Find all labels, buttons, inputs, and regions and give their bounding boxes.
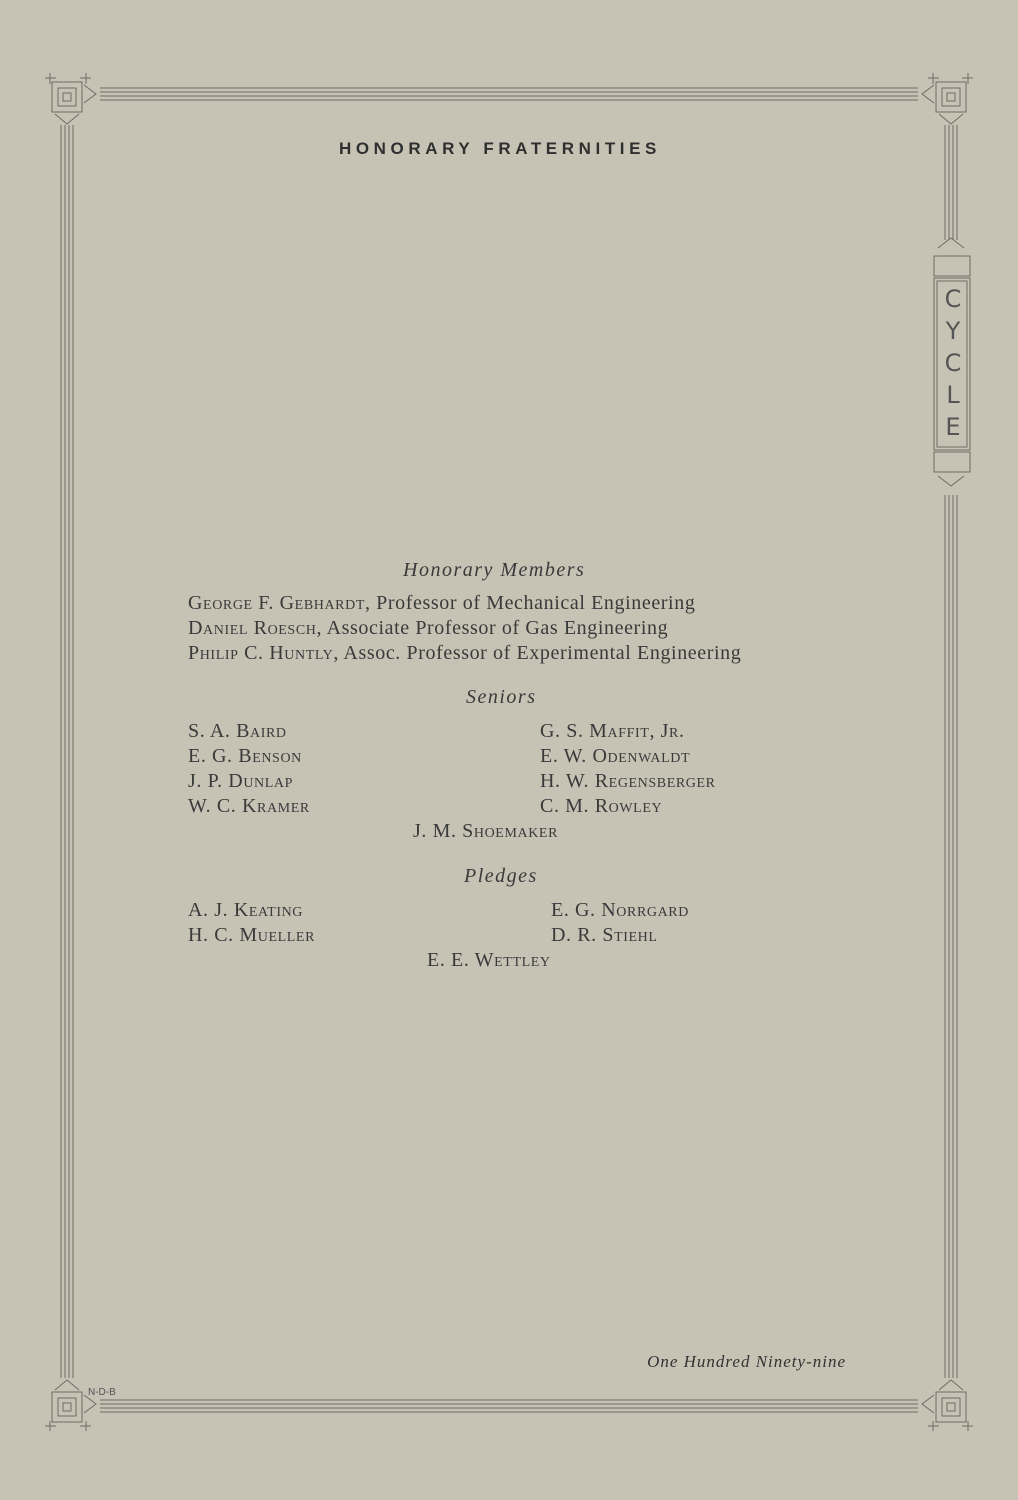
honorary-member: [188, 592, 695, 615]
member-title: , Assoc. Professor of Experimental Engineering: [333, 642, 742, 664]
senior-name: W. C. Kramer: [188, 795, 310, 817]
honorary-member: [188, 642, 741, 665]
pledge-name: D. R. Stiehl: [551, 924, 658, 946]
seniors-title: Seniors: [466, 686, 537, 708]
member-name: Philip C. Huntly: [188, 642, 334, 664]
pledges-title: Pledges: [464, 865, 538, 887]
badge-letter: L: [946, 381, 960, 409]
member-title: , Professor of Mechanical Engineering: [364, 592, 696, 614]
badge-letter: E: [945, 413, 961, 441]
senior-name: J. M. Shoemaker: [413, 820, 559, 842]
member-name: George F. Gebhardt: [188, 592, 365, 614]
senior-name: J. P. Dunlap: [188, 770, 294, 792]
member-name: Daniel Roesch: [188, 617, 317, 639]
senior-name: G. S. Maffit, Jr.: [540, 720, 685, 742]
honorary-member: [188, 617, 668, 640]
pledge-name: E. G. Norrgard: [551, 899, 689, 921]
senior-name: S. A. Baird: [188, 720, 287, 742]
badge-letter: C: [944, 349, 962, 377]
senior-name: H. W. Regensberger: [540, 770, 716, 792]
badge-letter: C: [944, 285, 962, 313]
badge-letter: Y: [945, 317, 961, 345]
pledge-name: E. E. Wettley: [427, 949, 551, 971]
senior-name: E. W. Odenwaldt: [540, 745, 691, 767]
senior-name: C. M. Rowley: [540, 795, 663, 817]
page-heading: HONORARY FRATERNITIES: [338, 139, 662, 158]
artist-mark: N-D-B: [88, 1387, 116, 1398]
member-title: , Associate Professor of Gas Engineering: [316, 617, 669, 639]
page-number-text: One Hundred Ninety-nine: [647, 1352, 846, 1371]
honorary-members-title: Honorary Members: [403, 559, 586, 581]
senior-name: E. G. Benson: [188, 745, 302, 767]
pledge-name: A. J. Keating: [188, 899, 304, 921]
pledge-name: H. C. Mueller: [188, 924, 316, 946]
